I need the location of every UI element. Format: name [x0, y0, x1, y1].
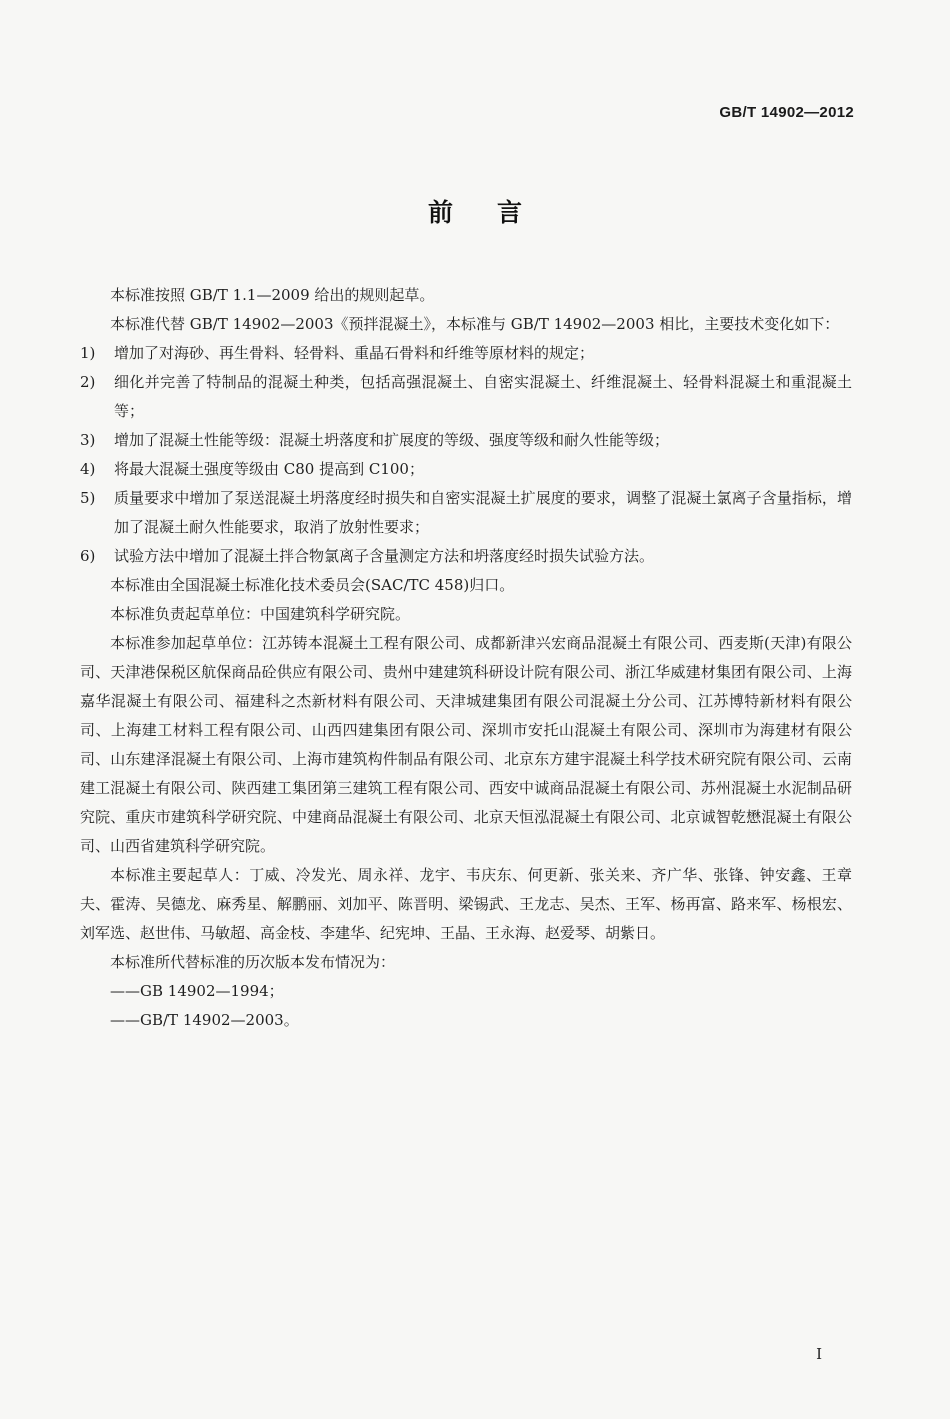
list-item-text: 细化并完善了特制品的混凝土种类，包括高强混凝土、自密实混凝土、纤维混凝土、轻骨料混凝土和重混凝土等；: [114, 373, 852, 420]
paragraph-replacement: 本标准代替 GB/T 14902—2003《预拌混凝土》，本标准与 GB/T 14902—2003 相比，主要技术变化如下：: [110, 315, 840, 333]
list-item-number: 6): [80, 547, 96, 565]
list-item: [80, 542, 852, 571]
foreword-body: [80, 281, 852, 1035]
history-item: ——GB 14902—1994；: [110, 982, 284, 1000]
list-item: [80, 368, 852, 426]
list-item: [80, 455, 852, 484]
list-item-text: 试验方法中增加了混凝土拌合物氯离子含量测定方法和坍落度经时损失试验方法。: [114, 547, 655, 565]
list-item-text: 将最大混凝土强度等级由 C80 提高到 C100；: [114, 460, 424, 478]
standard-code: GB/T 14902—2012: [719, 104, 854, 121]
paragraph-participating-units: 本标准参加起草单位：江苏铸本混凝土工程有限公司、成都新津兴宏商品混凝土有限公司、西麦斯(天津)有限公司、天津港保税区航保商品砼供应有限公司、贵州中建建筑科研设计院有限公司、浙江华威建材集团有限公司、上海嘉华混凝土有限公司、福建科之杰新材料有限公司、天津城建集团有限公司混凝土分公司、江苏博特新材料有限公司、上海建工材料工程有限公司、山西四建集团有限公司、深圳市安托山混凝土有限公司、深圳市为海建材有限公司、山东建泽混凝土有限公司、上海市建筑构件制品有限公司、北京东方建宇混凝土科学技术研究院有限公司、云南建工混凝土有限公司、陕西建工集团第三建筑工程有限公司、西安中诚商品混凝土有限公司、苏州混凝土水泥制品研究院、重庆市建筑科学研究院、中建商品混凝土有限公司、北京天恒泓混凝土有限公司、北京诚智乾懋混凝土有限公司、山西省建筑科学研究院。: [80, 634, 852, 855]
changes-list: [80, 339, 852, 571]
list-item: [80, 426, 852, 455]
list-item-text: 增加了对海砂、再生骨料、轻骨料、重晶石骨料和纤维等原材料的规定；: [114, 344, 595, 362]
list-item-number: 2): [80, 373, 96, 391]
list-item-text: 质量要求中增加了泵送混凝土坍落度经时损失和自密实混凝土扩展度的要求，调整了混凝土氯离子含量指标，增加了混凝土耐久性能要求，取消了放射性要求；: [114, 489, 852, 536]
list-item: [80, 484, 852, 542]
list-item-number: 3): [80, 431, 96, 449]
list-item-number: 5): [80, 489, 96, 507]
paragraph-history-intro: 本标准所代替标准的历次版本发布情况为：: [110, 953, 396, 971]
list-item-number: 4): [80, 460, 96, 478]
list-item: [80, 339, 852, 368]
paragraph-drafters: 本标准主要起草人：丁威、冷发光、周永祥、龙宇、韦庆东、何更新、张关来、齐广华、张锋、钟安鑫、王章夫、霍涛、吴德龙、麻秀星、解鹏丽、刘加平、陈晋明、梁锡武、王龙志、吴杰、王军、杨再富、路来军、杨根宏、刘军选、赵世伟、马敏超、高金枝、李建华、纪宪坤、王晶、王永海、赵爱琴、胡紫日。: [80, 866, 852, 942]
paragraph-drafting-rules: 本标准按照 GB/T 1.1—2009 给出的规则起草。: [110, 286, 435, 304]
page-number: I: [816, 1345, 822, 1363]
paragraph-responsible-unit: 本标准负责起草单位：中国建筑科学研究院。: [110, 605, 411, 623]
list-item-text: 增加了混凝土性能等级：混凝土坍落度和扩展度的等级、强度等级和耐久性能等级；: [114, 431, 670, 449]
list-item-number: 1): [80, 344, 96, 362]
paragraph-committee: 本标准由全国混凝土标准化技术委员会(SAC/TC 458)归口。: [110, 576, 515, 594]
page-title: 前言: [427, 198, 566, 227]
history-item: ——GB/T 14902—2003。: [110, 1011, 299, 1029]
